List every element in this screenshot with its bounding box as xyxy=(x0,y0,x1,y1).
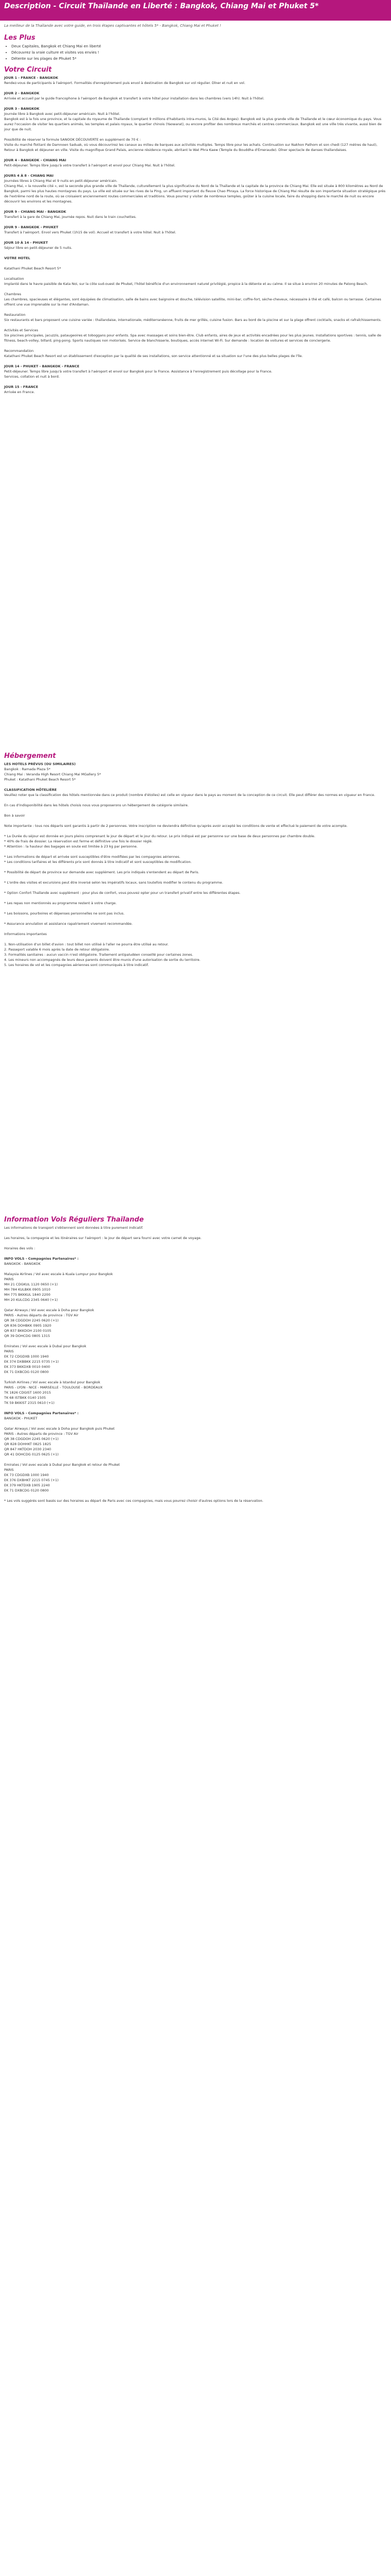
regulieres-line: Malaysia Airlines / Vol avec escale à Kuala Lumpur pour Bangkok xyxy=(4,1272,113,1276)
regulieres-line: QR 41 DOHCDG 0125 0625 (+1) xyxy=(4,1452,59,1456)
vols-heading: Information Vols Réguliers Thaïlande xyxy=(4,1216,144,1224)
circuit-line xyxy=(4,152,387,158)
circuit-line: Bangkok est à la fois une province, et la capitale du royaume de Thaïlande (comptant 9 millions d'habitants intra-muros, la Cité des Anges). Bangkok est la plus grande ville de Thaïlande et le cœur économique du pays. Vous aurez l'occasion de visiter les quartiers animés, les temples et palais royaux, le quartier chinois (Yaowarat), ou encore profiter des nombreux marchés et centres commerciaux. Bangkok est une ville très vivante, aussi bien de jour que de nuit. xyxy=(4,117,383,131)
circuit-line xyxy=(4,235,387,240)
circuit-heading: Votre Circuit xyxy=(4,66,52,74)
circuit-line: Activités et Services xyxy=(4,328,38,332)
hebergement-line xyxy=(4,937,387,942)
plus-item: • Détente sur les plages de Phuket 5* xyxy=(11,56,101,62)
circuit-line xyxy=(4,204,387,209)
hebergement-line xyxy=(4,828,387,834)
circuit-line: Transfert à l'aéroport. Envol vers Phuket (1h15 de vol). Accueil et transfert à votre hôtel. Nuit à l'hôtel. xyxy=(4,230,176,234)
hebergement-line: Bangkok : Ramada Plaza 5* xyxy=(4,767,51,771)
circuit-line: Arrivée en France. xyxy=(4,390,35,394)
hebergement-line: * Les boissons, pourboires et dépenses personnelles ne sont pas inclus. xyxy=(4,911,125,916)
regulieres-line: EK 72 CDGDXB 1000 1940 xyxy=(4,1354,49,1359)
hebergement-line: * Attention : la hauteur des bagages en soute est limitée à 23 kg par personne. xyxy=(4,844,138,849)
circuit-line: Chambres xyxy=(4,292,22,296)
regulieres-line: Les horaires, la compagnie et les itinéraires sur l'aéroport : le jour de départ sera fourni avec votre carnet de voyage. xyxy=(4,1236,202,1240)
hebergement-line xyxy=(4,895,387,901)
hebergement-line: 3. Formalités sanitaires : aucun vaccin n'est obligatoire. Traitement antipaludéen conseillé pour certaines zones. xyxy=(4,953,193,957)
hebergement-line xyxy=(4,926,387,931)
circuit-line: Petit-déjeuner. Temps libre jusqu'à votre transfert à l'aéroport et envol pour Chiang Mai. Nuit à l'hôtel. xyxy=(4,163,175,167)
regulieres-line: INFO VOLS - Compagnies Partenaires* : xyxy=(4,1411,79,1415)
circuit-line: VOTRE HOTEL xyxy=(4,256,30,260)
regulieres-line: QR 39 DOHCDG 0805 1315 xyxy=(4,1334,50,1338)
circuit-line xyxy=(4,286,387,292)
regulieres-line: EK 71 DXBCDG 0120 0800 xyxy=(4,1488,49,1493)
regulieres-line: EK 71 DXBCDG 0120 0800 xyxy=(4,1370,49,1374)
regulieres-line: PARIS xyxy=(4,1277,14,1281)
circuit-line: Six restaurants et bars proposent une cuisine variée : thaïlandaise, internationale, méditerranéenne, fruits de mer grillés, cuisine fusion. Bars au bord de la piscine et sur la plage offrent cocktails, snacks et rafraîchissements. xyxy=(4,318,382,322)
plus-item: • Deux Capitales, Bangkok et Chiang Mai en liberté xyxy=(11,43,101,49)
regulieres-line: EK 379 HKTDXB 1905 2240 xyxy=(4,1483,50,1487)
circuit-line: JOUR 3 - BANGKOK xyxy=(4,107,40,111)
regulieres-line xyxy=(4,1338,387,1344)
regulieres-line xyxy=(4,1405,387,1411)
regulieres-line xyxy=(4,1251,387,1256)
hebergement-line xyxy=(4,818,387,823)
hebergement-line: LES HOTELS PRÉVUS (OU SIMILAIRES) xyxy=(4,762,76,766)
circuit-line: Possibilité de réserver la formule SANOOK DÉCOUVERTE en supplément de 70 € : xyxy=(4,138,141,142)
circuit-line: JOUR 14 - PHUKET - BANGKOK - FRANCE xyxy=(4,364,79,368)
hebergement-line: * Les conditions tarifaires et les différents prix sont donnés à titre indicatif et sont susceptibles de modification. xyxy=(4,860,192,864)
regulieres-line: MH 20 KULCDG 2345 0640 (+1) xyxy=(4,1298,58,1302)
hebergement-line: * 40% de frais de dossier. La réservation est ferme et définitive une fois le dossier réglé. xyxy=(4,839,153,843)
hebergement-line: Veuillez noter que la classification des hôtels mentionnée dans ce produit (nombre d'étoiles) est celle en vigueur dans le pays au moment de la conception de ce circuit. Elle peut différer des normes en vigueur en France. xyxy=(4,793,376,797)
circuit-line: JOURS 4 À 8 - CHIANG MAI xyxy=(4,174,54,178)
circuit-body xyxy=(4,75,387,395)
regulieres-line: PARIS - Autres départs de province : TGV Air xyxy=(4,1432,78,1436)
circuit-line: Journée libre à Bangkok avec petit-déjeuner américain. Nuit à l'hôtel. xyxy=(4,112,120,116)
hebergement-line xyxy=(4,906,387,911)
regulieres-line xyxy=(4,1375,387,1380)
regulieres-line: TK 68 ISTBKK 0140 1505 xyxy=(4,1396,46,1400)
regulieres-line: Emirates / Vol avec escale à Dubaï pour Bangkok xyxy=(4,1344,87,1348)
regulieres-line: BANGKOK - BANGKOK xyxy=(4,1262,41,1266)
hebergement-line: 1. Non-utilisation d'un billet d'avion : tout billet non utilisé à l'aller ne pourra être utilisé au retour. xyxy=(4,942,169,946)
hebergement-line xyxy=(4,916,387,921)
circuit-line xyxy=(4,219,387,225)
hebergement-line: * L'ordre des visites et excursions peut être inversé selon les impératifs locaux, sans toutefois modifier le contenu du programme. xyxy=(4,880,223,885)
vols-body xyxy=(4,1225,387,1503)
circuit-line: Visite du marché flottant de Damnoen Saduak, où vous découvrirez les canaux au milieu de barques aux activités multiples. Temps libre pour les achats. Continuation sur Nakhon Pathom et son chedi (127 mètres de haut), Retour à Bangkok et déjeuner en ville. Visite du magnifique Grand Palais, ancienne résidence royale, abritant le Wat Phra Kaew (Temple du Bouddha d'Émeraude). Dîner spectacle de danses thaïlandaises. xyxy=(4,143,379,152)
hebergement-line: Phuket : Katathani Phuket Beach Resort 5* xyxy=(4,777,76,782)
regulieres-line: QR 837 BKKDOH 2100 0105 xyxy=(4,1329,52,1333)
regulieres-line: Qatar Airways / Vol avec escale à Doha pour Bangkok xyxy=(4,1308,94,1312)
circuit-line xyxy=(4,343,387,348)
regulieres-line: QR 38 CDGDOH 2245 0620 (+1) xyxy=(4,1437,59,1441)
hebergement-line xyxy=(4,808,387,813)
hebergement-line: Informations importantes xyxy=(4,932,47,936)
circuit-line: Restauration xyxy=(4,313,26,317)
regulieres-line: QR 836 DOHBKK 0905 1920 xyxy=(4,1324,52,1328)
hebergement-line: CLASSIFICATION HÔTELIÈRE xyxy=(4,788,57,792)
circuit-line xyxy=(4,101,387,106)
circuit-line: JOUR 15 - FRANCE xyxy=(4,385,38,389)
regulieres-line: Horaires des vols : xyxy=(4,1246,36,1250)
circuit-line: Arrivée et accueil par le guide francophone à l'aéroport de Bangkok et transfert à votre hôtel pour installation dans les chambres (vers 14h). Nuit à l'hôtel. xyxy=(4,96,265,100)
circuit-line xyxy=(4,168,387,173)
plus-item: • Découvrez la vraie culture et visites vos envies ! xyxy=(11,49,101,56)
regulieres-line: PARIS xyxy=(4,1349,14,1353)
hebergement-line: En cas d'indisponibilité dans les hôtels choisis nous vous proposerons un hébergement de catégorie similaire. xyxy=(4,803,189,807)
regulieres-line: QR 828 DOHHKT 0825 1825 xyxy=(4,1442,52,1446)
hebergement-line xyxy=(4,849,387,854)
regulieres-line: QR 847 HKTDOH 2030 2340 xyxy=(4,1447,52,1451)
regulieres-line: EK 376 DXBHKT 2215 0745 (+1) xyxy=(4,1478,59,1482)
hebergement-line: 2. Passeport valable 6 mois après la date de retour obligatoire. xyxy=(4,947,110,952)
regulieres-line: MH 775 BKKKUL 1840 2200 xyxy=(4,1293,51,1297)
hebergement-line: * Assurance annulation et assistance rapatriement vivement recommandée. xyxy=(4,922,133,926)
circuit-line: Rendez-vous de participants à l'aéroport. Formalités d'enregistrement puis envol à destination de Bangkok sur vol régulier. Dîner et nuit en vol. xyxy=(4,81,246,85)
regulieres-line: PARIS xyxy=(4,1468,14,1472)
circuit-line: JOUR 1 - FRANCE - BANGKOK xyxy=(4,76,58,80)
circuit-line xyxy=(4,132,387,137)
circuit-line: Chiang Mai, « la nouvelle cité », est la seconde plus grande ville de Thaïlande, culturellement la plus significative du Nord de la Thaïlande et la capitale de la province de Chiang Mai. Elle est située à 800 kilomètres au Nord de Bangkok, parmi les plus hautes montagnes du pays. La ville est située sur les rives de la Ping, un affluent important du fleuve Chao Phraya. La force historique de Chiang Mai résulte de son importante situation stratégique près de l'extrême nord de la route, où se croisaient anciennement routes commerciales et traditions. Vous pourrez y visiter de nombreux temples, goûter à la cuisine locale, faire du shopping dans le marché de nuit ou encore découvrir les environs et les montagnes. xyxy=(4,184,387,204)
hebergement-line: Bon à savoir xyxy=(4,814,25,818)
regulieres-line: QR 38 CDGDOH 2245 0620 (+1) xyxy=(4,1318,59,1323)
circuit-line: Recommandation xyxy=(4,349,34,353)
hebergement-heading: Hébergement xyxy=(4,752,56,760)
regulieres-line: EK 373 BKKDXB 0010 0400 xyxy=(4,1365,51,1369)
regulieres-line: INFO VOLS - Compagnies Partenaires* : xyxy=(4,1257,79,1261)
regulieres-line: MH 784 KULBKK 0905 1010 xyxy=(4,1287,51,1292)
regulieres-line: Les informations de transport s'obtiennent sont données à titre purement indicatif. xyxy=(4,1226,143,1230)
circuit-line: JOUR 2 - BANGKOK xyxy=(4,91,40,95)
regulieres-line: TK 1826 CDGIST 1600 2015 xyxy=(4,1391,51,1395)
regulieres-line: PARIS - Autres départs de province : TGV Air xyxy=(4,1313,78,1317)
hebergement-line: * Option Confort Thaïlande avec supplément : pour plus de confort, vous pouvez opter pour un transfert privatif entre les différentes étapes. xyxy=(4,891,241,895)
circuit-line: Katathani Phuket Beach Resort 5* xyxy=(4,266,61,270)
hebergement-line: * Possibilité de départ de province sur demande avec supplément. Les prix indiqués s'entendent au départ de Paris. xyxy=(4,870,200,874)
circuit-line xyxy=(4,261,387,266)
regulieres-line xyxy=(4,1241,387,1246)
hebergement-line: Note importante : tous nos départs sont garantis à partir de 2 personnes. Votre inscription ne deviendra définitive qu'après avoir accepté les conditions de vente et effectué le paiement de votre acompte. xyxy=(4,824,348,828)
hebergement-line xyxy=(4,885,387,890)
circuit-line xyxy=(4,86,387,91)
hebergement-line xyxy=(4,782,387,787)
regulieres-line: Qatar Airways / Vol avec escale à Doha pour Bangkok puis Phuket xyxy=(4,1427,115,1431)
circuit-line: Les chambres, spacieuses et élégantes, sont équipées de climatisation, salle de bains avec baignoire et douche, télévision satellite, mini-bar, coffre-fort, sèche-cheveux, nécessaire à thé et café, balcon ou terrasse. Certaines offrent une vue imprenable sur la mer d'Andaman. xyxy=(4,297,382,307)
circuit-line xyxy=(4,323,387,328)
regulieres-line: Turkish Airlines / Vol avec escale à Istanbul pour Bangkok xyxy=(4,1380,101,1384)
hebergement-line xyxy=(4,798,387,803)
hebergement-body xyxy=(4,761,387,968)
hebergement-line xyxy=(4,865,387,870)
circuit-line: Services, collation et nuit à bord. xyxy=(4,375,60,379)
circuit-line: Implanté dans le havre paisible de Kata Noi, sur la côte sud-ouest de Phuket, l'hôtel bénéficie d'un environnement naturel privilégié, propice à la détente et au calme. Il se situe à environ 20 minutes de Patong Beach. xyxy=(4,282,368,286)
plus-heading: Les Plus xyxy=(4,34,36,42)
regulieres-line xyxy=(4,1493,387,1498)
hebergement-line: * La Durée du séjour est donnée en jours pleins comprenant le jour de départ et le jour du retour. Le prix indiqué est par personne sur une base de deux personnes par chambre double. xyxy=(4,834,316,838)
circuit-line: JOUR 9 - BANGKOK - PHUKET xyxy=(4,225,58,229)
circuit-line xyxy=(4,359,387,364)
circuit-line: JOUR 10 À 14 - PHUKET xyxy=(4,241,48,245)
circuit-line: Six piscines principales, jacuzzis, pataugeoires et toboggans pour enfants. Spa avec massages et soins bien-être. Club enfants, aires de jeux et activités encadrées pour les plus jeunes. Installations sportives : tennis, salle de fitness, beach-volley, billard, ping-pong. Sports nautiques non motorisés. Service de blanchisserie, boutiques, accès internet Wi-Fi. Sur demande : location de voitures et services de conciergerie. xyxy=(4,333,383,343)
hebergement-line: 5. Les horaires de vol et les compagnies aériennes sont communiqués à titre indicatif. xyxy=(4,963,149,967)
circuit-line: Katathani Phuket Beach Resort est un établissement d'exception par la qualité de ses installations, son service attentionné et sa situation sur l'une des plus belles plages de l'île. xyxy=(4,354,303,358)
circuit-line: JOUR 9 - CHIANG MAI - BANGKOK xyxy=(4,210,67,214)
circuit-line xyxy=(4,250,387,256)
regulieres-line xyxy=(4,1457,387,1462)
page-subtitle: La meilleur de la Thaïlande avec votre guide, en trois étapes captivantes et hôtels 5* - Bangkok, Chiang Mai et Phuket ! xyxy=(4,24,221,28)
circuit-line xyxy=(4,307,387,312)
circuit-line: Petit-déjeuner. Temps libre jusqu'à votre transfert à l'aéroport et envol sur Bangkok pour la France. Assistance à l'enregistrement puis décollage pour la France. xyxy=(4,369,272,374)
circuit-line xyxy=(4,271,387,276)
hebergement-line: 4. Les mineurs non accompagnés de leurs deux parents doivent être munis d'une autorisation de sortie du territoire. xyxy=(4,958,201,962)
hebergement-line: * Les informations de départ et arrivée sont susceptibles d'être modifiées par les compagnies aériennes. xyxy=(4,855,181,859)
plus-list xyxy=(4,43,101,62)
hebergement-line: * Les repas non mentionnés au programme restent à votre charge. xyxy=(4,901,117,905)
regulieres-line: TK 59 BKKIST 2315 0610 (+1) xyxy=(4,1401,55,1405)
regulieres-line: PARIS - LYON - NICE - MARSEILLE - TOULOUSE - BORDEAUX xyxy=(4,1385,103,1389)
page-title: Description - Circuit Thaïlande en Liberté : Bangkok, Chiang Mai et Phuket 5* xyxy=(4,2,319,10)
circuit-line: Journées libres à Chiang Mai et 9 nuits en petit-déjeuner américain. xyxy=(4,179,118,183)
regulieres-line: * Les vols suggérés sont basés sur des horaires au départ de Paris avec ces compagnies, mais vous pourrez choisir d'autres options lors de la réservation. xyxy=(4,1499,264,1503)
hebergement-line xyxy=(4,875,387,880)
circuit-line: Localisation xyxy=(4,277,24,281)
regulieres-line: EK 374 DXBBKK 2215 0735 (+1) xyxy=(4,1360,59,1364)
regulieres-line: MH 21 CDGKUL 1120 0650 (+1) xyxy=(4,1282,58,1286)
page-header xyxy=(0,0,391,21)
circuit-line: Séjour libre en petit-déjeuner de 5 nuits. xyxy=(4,246,73,250)
circuit-line: Transfert à la gare de Chiang Mai, journée repos. Nuit dans le train couchettes. xyxy=(4,215,137,219)
hebergement-line: Chiang Mai : Veranda High Resort Chiang Mai MGallery 5* xyxy=(4,772,101,776)
regulieres-line xyxy=(4,1230,387,1235)
circuit-line xyxy=(4,379,387,384)
regulieres-line xyxy=(4,1266,387,1272)
regulieres-line: EK 73 CDGDXB 1000 1940 xyxy=(4,1473,49,1477)
regulieres-line xyxy=(4,1421,387,1426)
circuit-line: JOUR 4 - BANGKOK - CHIANG MAI xyxy=(4,158,67,162)
regulieres-line xyxy=(4,1302,387,1308)
regulieres-line: BANGKOK - PHUKET xyxy=(4,1416,38,1420)
regulieres-line: Emirates / Vol avec escale à Dubaï pour Bangkok et retour de Phuket xyxy=(4,1463,120,1467)
